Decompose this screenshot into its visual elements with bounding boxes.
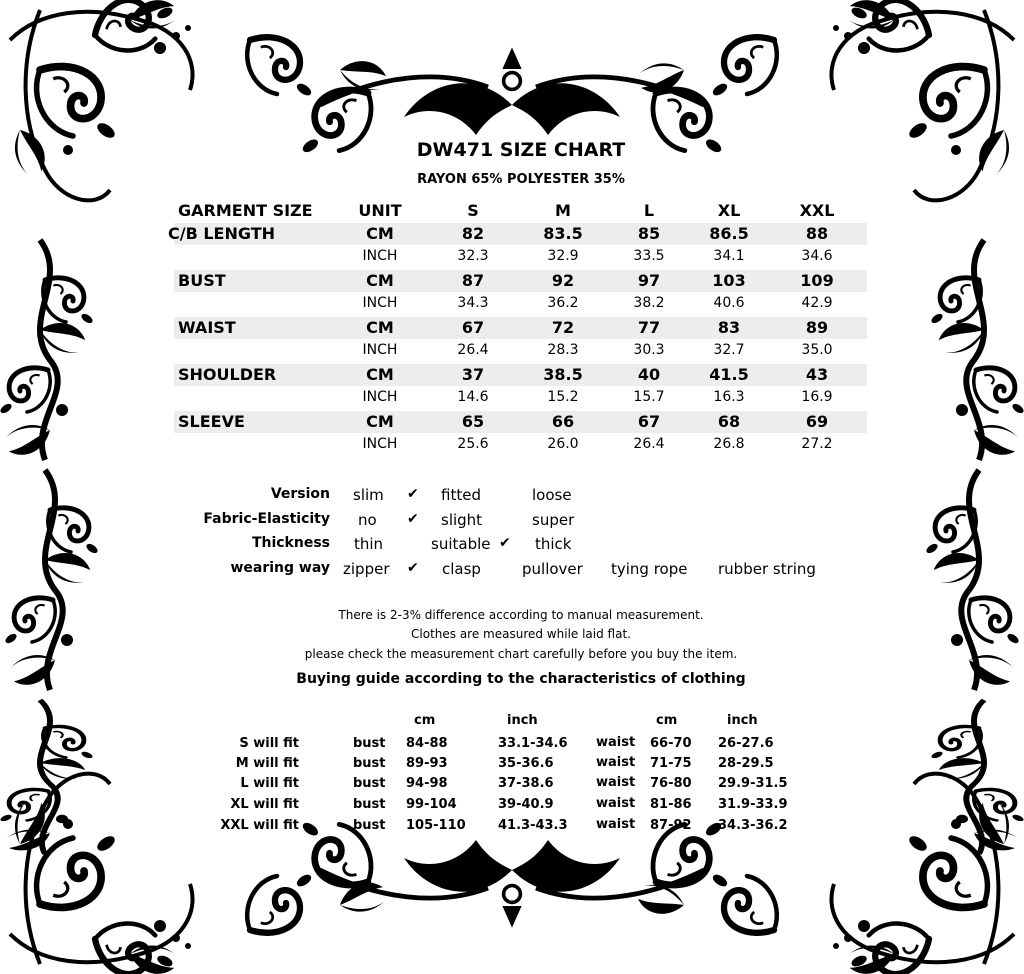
table-cell: 82 (461, 224, 485, 243)
unit-cm: CM (366, 412, 394, 431)
table-cell: 69 (805, 412, 829, 431)
bust-cm: 89-93 (406, 756, 448, 771)
table-cell: 34.3 (457, 295, 489, 311)
row-band (174, 223, 867, 245)
page-title: DW471 SIZE CHART (416, 139, 626, 161)
check-icon: ✔ (407, 560, 419, 576)
table-cell: 16.9 (801, 389, 833, 405)
table-cell: 67 (461, 318, 485, 337)
table-cell: 25.6 (457, 436, 489, 452)
label-wearing-way: wearing way (230, 560, 330, 576)
table-cell: 34.6 (801, 248, 833, 264)
waist-inch: 31.9-33.9 (718, 797, 788, 812)
waist-cm: 87-92 (650, 818, 692, 833)
bust-inch: 41.3-43.3 (498, 818, 568, 833)
label-fabric-elasticity: Fabric-Elasticity (203, 511, 330, 527)
unit-cm: CM (366, 365, 394, 384)
bust-inch: 37-38.6 (498, 776, 554, 791)
table-cell: 103 (712, 271, 746, 290)
table-cell: 86.5 (709, 224, 749, 243)
table-cell: 32.9 (547, 248, 579, 264)
table-cell: 109 (800, 271, 834, 290)
option-thick: thick (535, 535, 572, 553)
header-size-m: M (555, 201, 571, 220)
row-band (174, 317, 867, 339)
table-cell: 88 (805, 224, 829, 243)
header-size-xl: XL (717, 201, 741, 220)
table-cell: 85 (637, 224, 661, 243)
table-cell: 26.4 (457, 342, 489, 358)
unit-inch: INCH (362, 436, 398, 452)
row-label-sleeve: SLEEVE (178, 412, 245, 431)
label-version: Version (270, 486, 330, 502)
table-cell: 77 (637, 318, 661, 337)
table-cell: 34.1 (713, 248, 745, 264)
option-tying-rope: tying rope (611, 560, 688, 578)
table-cell: 35.0 (801, 342, 833, 358)
bust-inch: 39-40.9 (498, 797, 554, 812)
unit-cm: CM (366, 271, 394, 290)
col-header-inch: inch (507, 713, 538, 728)
waist-inch: 26-27.6 (718, 736, 774, 751)
table-cell: 26.0 (547, 436, 579, 452)
table-cell: 83.5 (543, 224, 583, 243)
table-cell: 40.6 (713, 295, 745, 311)
table-cell: 92 (551, 271, 575, 290)
table-cell: 14.6 (457, 389, 489, 405)
table-cell: 72 (551, 318, 575, 337)
waist-label: waist (596, 735, 636, 750)
table-cell: 26.4 (633, 436, 665, 452)
option-super: super (532, 511, 575, 529)
waist-cm: 66-70 (650, 736, 692, 751)
row-label-cb-length: C/B LENGTH (168, 224, 276, 243)
unit-inch: INCH (362, 248, 398, 264)
material-composition: RAYON 65% POLYESTER 35% (417, 172, 625, 187)
bust-label: bust (353, 756, 386, 771)
option-suitable: suitable (431, 535, 491, 553)
row-label-shoulder: SHOULDER (178, 365, 277, 384)
row-label-waist: WAIST (178, 318, 236, 337)
fit-label: L will fit (240, 776, 299, 791)
table-cell: 42.9 (801, 295, 833, 311)
row-label-bust: BUST (178, 271, 226, 290)
unit-cm: CM (366, 224, 394, 243)
table-cell: 27.2 (801, 436, 833, 452)
table-cell: 15.2 (547, 389, 579, 405)
unit-inch: INCH (362, 389, 398, 405)
option-no: no (358, 511, 377, 529)
fit-label: XL will fit (230, 797, 299, 812)
option-slim: slim (353, 486, 384, 504)
bust-cm: 105-110 (406, 818, 466, 833)
table-cell: 65 (461, 412, 485, 431)
bust-label: bust (353, 776, 386, 791)
option-zipper: zipper (343, 560, 390, 578)
note-check-chart: please check the measurement chart carefully before you buy the item. (304, 647, 738, 661)
table-cell: 32.3 (457, 248, 489, 264)
table-cell: 33.5 (633, 248, 665, 264)
check-icon: ✔ (499, 535, 511, 551)
table-cell: 67 (637, 412, 661, 431)
note-laid-flat: Clothes are measured while laid flat. (411, 627, 631, 641)
check-icon: ✔ (407, 511, 419, 527)
unit-cm: CM (366, 318, 394, 337)
waist-cm: 76-80 (650, 776, 692, 791)
table-cell: 89 (805, 318, 829, 337)
bust-cm: 84-88 (406, 736, 448, 751)
waist-label: waist (596, 775, 636, 790)
row-band (174, 270, 867, 292)
table-cell: 26.8 (713, 436, 745, 452)
bust-label: bust (353, 797, 386, 812)
table-cell: 32.7 (713, 342, 745, 358)
waist-inch: 34.3-36.2 (718, 818, 788, 833)
note-difference: There is 2-3% difference according to manual measurement. (338, 608, 704, 622)
bust-label: bust (353, 818, 386, 833)
bust-inch: 35-36.6 (498, 756, 554, 771)
option-loose: loose (532, 486, 572, 504)
bust-cm: 94-98 (406, 776, 448, 791)
buying-guide-title: Buying guide according to the characteristics of clothing (296, 671, 746, 687)
waist-cm: 71-75 (650, 756, 692, 771)
table-cell: 37 (461, 365, 485, 384)
col-header-inch: inch (727, 713, 758, 728)
col-header-cm: cm (414, 713, 436, 728)
option-slight: slight (441, 511, 483, 529)
option-clasp: clasp (442, 560, 481, 578)
table-cell: 38.2 (633, 295, 665, 311)
waist-label: waist (596, 796, 636, 811)
unit-inch: INCH (362, 342, 398, 358)
waist-label: waist (596, 755, 636, 770)
header-size-s: S (467, 201, 479, 220)
table-cell: 87 (461, 271, 485, 290)
table-cell: 83 (717, 318, 741, 337)
table-cell: 41.5 (709, 365, 749, 384)
table-cell: 43 (805, 365, 829, 384)
table-cell: 40 (637, 365, 661, 384)
bust-label: bust (353, 736, 386, 751)
table-cell: 38.5 (543, 365, 583, 384)
waist-cm: 81-86 (650, 797, 692, 812)
table-cell: 36.2 (547, 295, 579, 311)
option-rubber-string: rubber string (718, 560, 816, 578)
fit-label: M will fit (235, 756, 299, 771)
option-fitted: fitted (441, 486, 481, 504)
table-cell: 97 (637, 271, 661, 290)
row-band (174, 411, 867, 433)
table-cell: 68 (717, 412, 741, 431)
fit-label: XXL will fit (220, 818, 299, 833)
table-cell: 66 (551, 412, 575, 431)
waist-inch: 29.9-31.5 (718, 776, 788, 791)
option-pullover: pullover (522, 560, 583, 578)
col-header-cm: cm (656, 713, 678, 728)
header-unit: UNIT (358, 201, 402, 220)
table-cell: 15.7 (633, 389, 665, 405)
table-cell: 30.3 (633, 342, 665, 358)
header-size-l: L (643, 201, 655, 220)
label-thickness: Thickness (251, 535, 330, 551)
table-cell: 28.3 (547, 342, 579, 358)
header-size-xxl: XXL (799, 201, 835, 220)
waist-label: waist (596, 817, 636, 832)
bust-inch: 33.1-34.6 (498, 736, 568, 751)
table-cell: 16.3 (713, 389, 745, 405)
header-garment-size: GARMENT SIZE (178, 201, 313, 220)
fit-label: S will fit (239, 736, 299, 751)
option-thin: thin (354, 535, 384, 553)
waist-inch: 28-29.5 (718, 756, 774, 771)
unit-inch: INCH (362, 295, 398, 311)
row-band (174, 364, 867, 386)
bust-cm: 99-104 (406, 797, 457, 812)
check-icon: ✔ (407, 486, 419, 502)
